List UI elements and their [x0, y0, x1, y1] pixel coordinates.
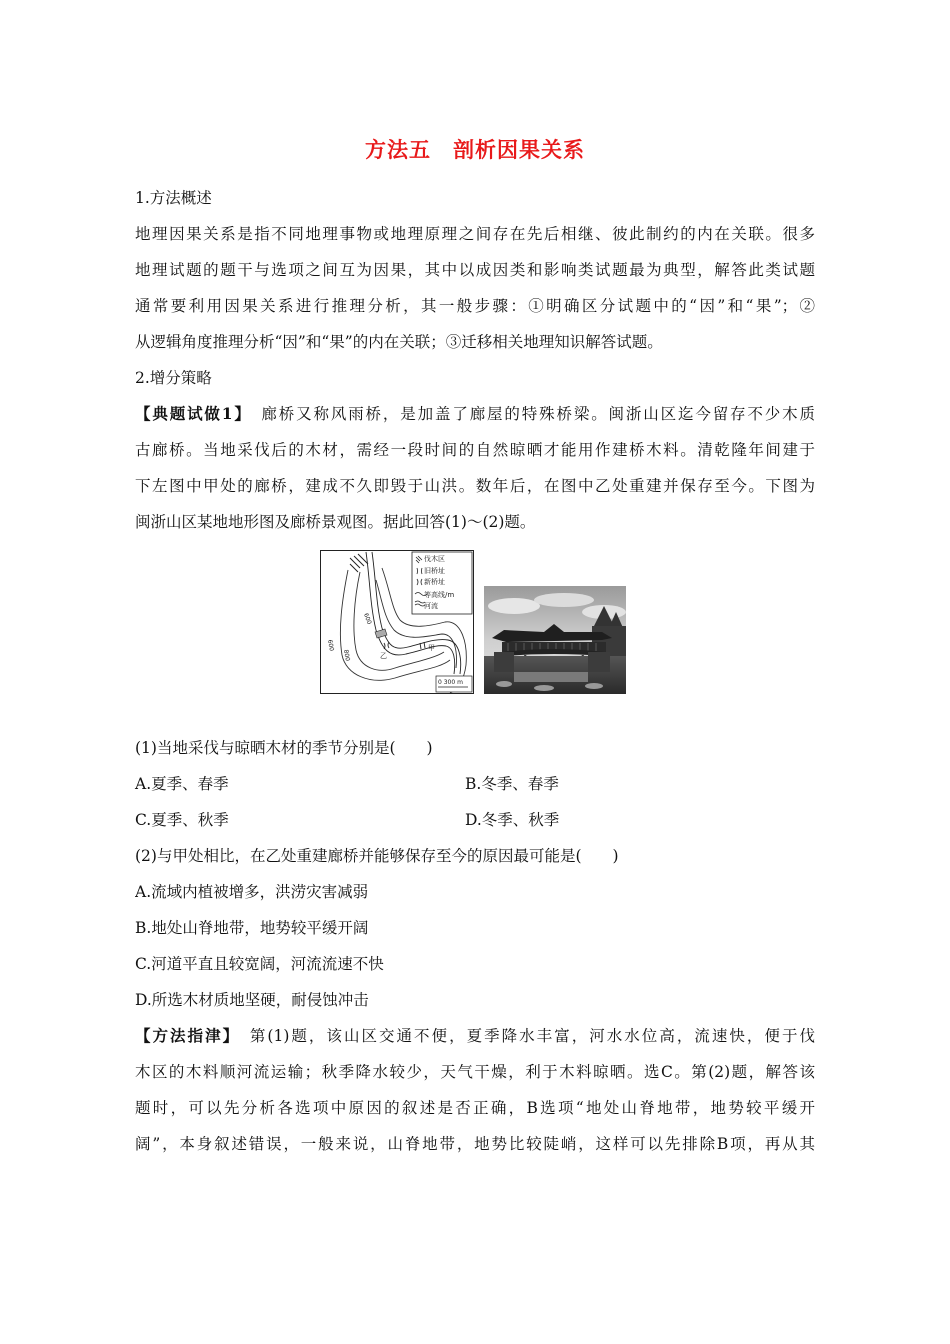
question-1-options-row [135, 802, 815, 838]
section-heading-strategy: 2.增分策略 [135, 369, 212, 387]
question-1-options-row [135, 766, 815, 802]
legend-logging: 伐木区 [424, 555, 445, 563]
example-text: 廊桥又称风雨桥，是加盖了廊屋的特殊桥梁。闽浙山区迄今留存不少木质 [244, 405, 815, 423]
guide-line: 题时，可以先分析各选项中原因的叙述是否正确，B选项“地处山脊地带，地势较平缓开 [135, 1099, 815, 1117]
example-line: 闽浙山区某地地形图及廊桥景观图。据此回答(1)～(2)题。 [135, 513, 536, 531]
example-line: 下左图中甲处的廊桥，建成不久即毁于山洪。数年后，在图中乙处重建并保存至今。下图为 [135, 477, 815, 495]
document-body [135, 180, 815, 1162]
q1-option-a: A.夏季、春季 [135, 775, 229, 793]
contour-label: 800 [342, 649, 351, 662]
legend-old-bridge: 旧桥址 [424, 567, 445, 575]
q2-option-b: B.地处山脊地带，地势较平缓开阔 [135, 919, 369, 937]
legend-river: 河流 [424, 602, 438, 610]
guide-line [135, 1018, 815, 1054]
example-line [135, 396, 815, 432]
overview-line: 地理试题的题干与选项之间互为因果，其中以成因类和影响类试题最为典型，解答此类试题 [135, 261, 815, 279]
topographic-map [320, 550, 474, 694]
q2-option-a: A.流域内植被增多，洪涝灾害减弱 [135, 883, 369, 901]
legend-new-bridge: 新桥址 [424, 578, 445, 586]
label-jia: 甲 [428, 644, 435, 652]
contour-label: 600 [362, 612, 373, 626]
question-1-stem: (1)当地采伐与晾晒木材的季节分别是( ) [135, 739, 433, 757]
map-scale: 0 300 m [438, 679, 463, 686]
q1-option-b: B.冬季、春季 [465, 775, 559, 793]
q2-option-c: C.河道平直且较宽阔，河流流速不快 [135, 955, 384, 973]
question-2-stem: (2)与甲处相比，在乙处重建廊桥并能够保存至今的原因最可能是( ) [135, 847, 619, 865]
q1-option-d: D.冬季、秋季 [465, 811, 560, 829]
label-yi: 乙 [380, 652, 387, 660]
guide-text: 第(1)题，该山区交通不便，夏季降水丰富，河水水位高，流速快，便于伐 [232, 1027, 815, 1045]
q2-option-d: D.所选木材质地坚硬，耐侵蚀冲击 [135, 991, 369, 1009]
contour-label: 600 [326, 639, 335, 652]
overview-line: 地理因果关系是指不同地理事物或地理原理之间存在先后相继、彼此制约的内在关联。很多 [135, 225, 815, 243]
page-title: 方法五 剖析因果关系 [365, 138, 585, 162]
guide-line: 木区的木料顺河流运输；秋季降水较少，天气干燥，利于木料晾晒。选C。第(2)题，解答该 [135, 1063, 815, 1081]
legend-contour: 等高线/m [424, 591, 455, 599]
example-line: 古廊桥。当地采伐后的木材，需经一段时间的自然晾晒才能用作建桥木料。清乾隆年间建于 [135, 441, 815, 459]
guide-line: 阔”，本身叙述错误，一般来说，山脊地带，地势比较陡峭，这样可以先排除B项，再从其 [135, 1135, 815, 1153]
overview-line: 通常要利用因果关系进行推理分析，其一般步骤：①明确区分试题中的“因”和“果”；② [135, 297, 815, 315]
section-heading-overview: 1.方法概述 [135, 189, 212, 207]
example-label: 【典题试做1】 [135, 404, 245, 423]
guide-label: 【方法指津】 [135, 1026, 233, 1045]
q1-option-c: C.夏季、秋季 [135, 811, 229, 829]
overview-line: 从逻辑角度推理分析“因”和“果”的内在关联；③迁移相关地理知识解答试题。 [135, 333, 663, 351]
covered-bridge-photo [484, 586, 626, 694]
figure-row [135, 550, 815, 720]
